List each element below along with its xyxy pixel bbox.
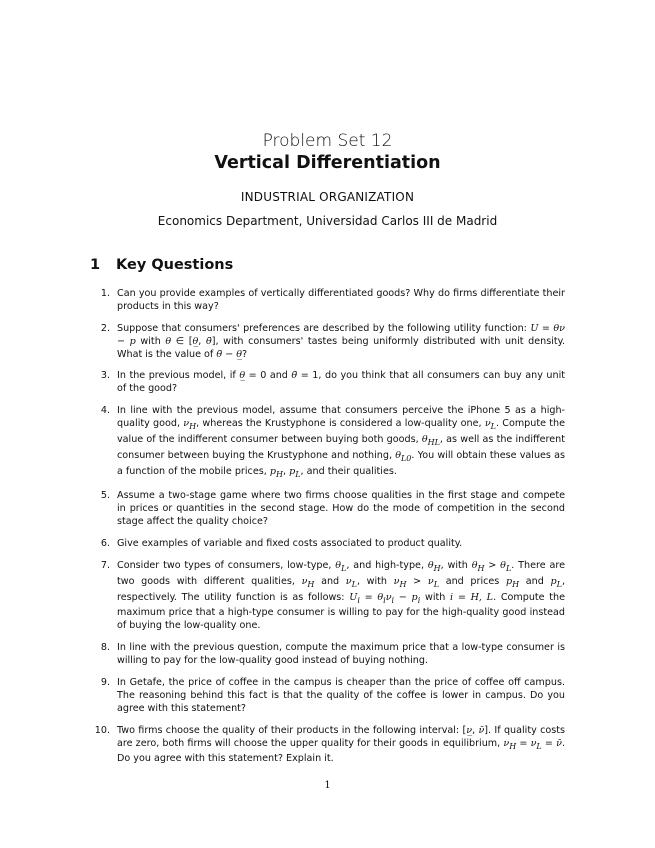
question-item <box>94 369 565 395</box>
question-item <box>94 676 565 715</box>
question-number: 5. <box>100 490 110 502</box>
section-heading <box>90 257 233 273</box>
question-number: 8. <box>100 642 110 654</box>
question-number: 4. <box>100 405 110 417</box>
question-number: 3. <box>100 370 110 382</box>
question-text: In the previous model, if θ̲ = 0 and θ̄ = 1, do you think that all consumers can buy any unit of the good? <box>117 370 566 395</box>
question-text: Suppose that consumers' preferences are described by the following utility function: U = θν − p with θ ∈ [θ̲, θ̄], with consumers' tastes being uniformly distributed with unit density. What is the value of θ̄ − θ̲? <box>117 322 566 360</box>
question-list <box>94 287 565 774</box>
question-item <box>94 489 565 528</box>
question-text: Two firms choose the quality of their products in the following interval: [ν̲, ν̄]. If quality costs are zero, both firms will choose the upper quality for their goods in equilibrium, $\nu_H = \nu_L$ = ν̄. Do you agree with this statement? Explain it. <box>117 724 565 765</box>
question-number: 2. <box>100 322 110 334</box>
section-title: Key Questions <box>116 257 234 273</box>
question-item <box>94 559 565 633</box>
question-item <box>94 287 565 313</box>
question-text: Consider two types of consumers, low-type, $\theta_L$, and high-type, $\theta_H$, with $\theta_H > \theta_L$. There are two goods with different qualities, $\nu_H$ and $\nu_L$, with $\nu_H > \nu_L$ and prices $p_H$ and $p_L$, respectively. The utility function is as follows: $U_i = \theta_i\nu_i - p_i$ with i = H, L. Compute the maximum price that a high-type consumer is willing to pay for the high-quality good instead of buying the low-quality one. <box>117 559 566 632</box>
question-number: 6. <box>100 538 110 550</box>
problem-set-title: Problem Set 12 <box>262 131 393 151</box>
section-number: 1 <box>90 257 101 273</box>
question-text: Give examples of variable and fixed costs associated to product quality. <box>117 538 463 550</box>
question-item <box>94 724 565 766</box>
question-number: 9. <box>100 676 110 688</box>
question-text: In line with the previous model, assume that consumers perceive the iPhone 5 as a high-quality good, $\nu_H$, whereas the Krustyphone is considered a low-quality one, $\nu_L$. Compute the value of the indifferent consumer between buying both goods, $\theta_{HL}$, as well as the indifferent consumer between buying the Krustyphone and nothing, $\theta_{L0}$. You will obtain these values as a function of the mobile prices, $p_H$, $p_L$, and their qualities. <box>117 405 565 479</box>
question-item <box>94 322 565 361</box>
question-number: 10. <box>94 724 110 736</box>
question-text: In Getafe, the price of coffee in the campus is cheaper than the price of coffee off campus. The reasoning behind this fact is that the quality of the coffee is lower in campus. Do you agree with this statement? <box>117 676 565 714</box>
question-item <box>94 537 565 550</box>
question-number: 7. <box>100 559 110 571</box>
question-text: Can you provide examples of vertically differentiated goods? Why do firms differentiate their products in this way? <box>117 288 565 312</box>
question-text: In line with the previous question, compute the maximum price that a low-type consumer is willing to pay for the low-quality good instead of buying nothing. <box>117 642 565 667</box>
page-number: 1 <box>324 780 331 791</box>
problem-set-subtitle: Vertical Differentiation <box>214 153 441 173</box>
question-text: Assume a two-stage game where two firms choose qualities in the first stage and compete in prices or quantities in the second stage. How do the mode of competition in the second stage affect the quality choice? <box>117 490 565 528</box>
question-item <box>94 641 565 667</box>
question-item <box>94 404 565 481</box>
course-name: INDUSTRIAL ORGANIZATION <box>240 190 415 204</box>
question-number: 1. <box>100 288 110 299</box>
department-name: Economics Department, Universidad Carlos III de Madrid <box>157 214 498 228</box>
